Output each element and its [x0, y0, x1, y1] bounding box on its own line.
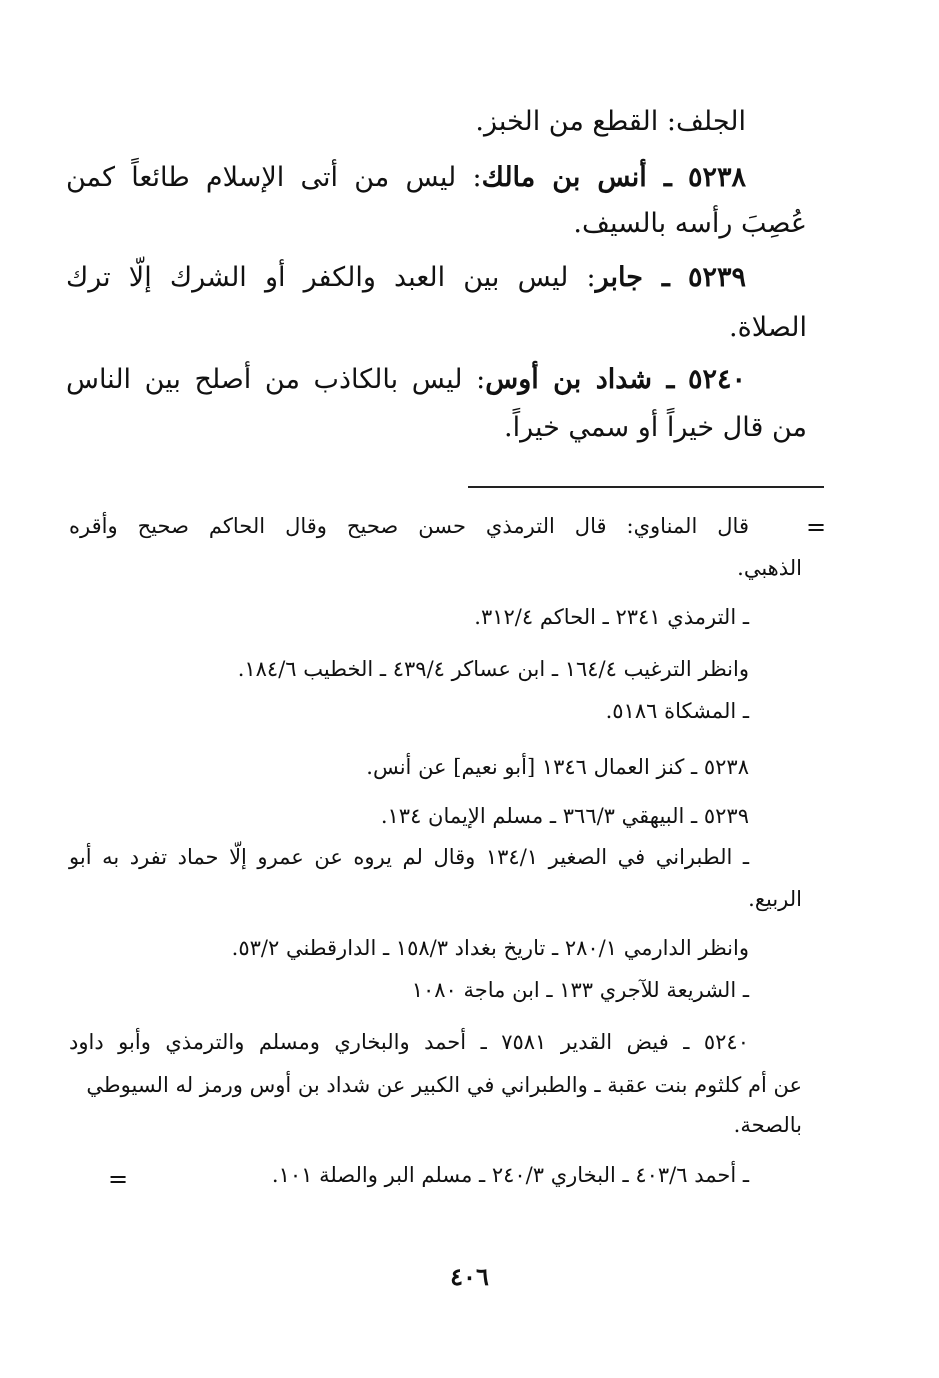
- footnote-line: ـ المشكاة ٥١٨٦.: [605, 699, 749, 723]
- footnote-line: بالصحة.: [733, 1113, 802, 1137]
- continue-mark: =: [108, 1165, 129, 1193]
- footnote-line: الربيع.: [748, 887, 802, 911]
- narrator-name: جابر: [595, 262, 643, 293]
- footnote-line: قال المناوي: قال الترمذي حسن صحيح وقال الحاكم صحيح وأقره: [69, 514, 749, 538]
- entry-5240-line1: ٥٢٤٠ ـ شداد بن أوس: ليس بالكاذب من أصلح بين الناس: [66, 364, 747, 395]
- footnote-line: ـ الترمذي ٢٣٤١ ـ الحاكم ٣١٢/٤.: [474, 605, 749, 629]
- footnote-line: وانظر الترغيب ١٦٤/٤ ـ ابن عساكر ٤٣٩/٤ ـ الخطيب ١٨٤/٦.: [237, 657, 749, 681]
- equals-mark: =: [806, 513, 827, 541]
- narrator-name: شداد بن أوس: [485, 364, 653, 395]
- entry-5239-line1: ٥٢٣٩ ـ جابر: ليس بين العبد والكفر أو الشرك إلّا ترك: [66, 262, 746, 293]
- page-number: ٤٠٦: [450, 1262, 489, 1291]
- footnote-line: ـ أحمد ٤٠٣/٦ ـ البخاري ٢٤٠/٣ ـ مسلم البر والصلة ١٠١.: [271, 1163, 749, 1187]
- footnote-line: ٥٢٣٨ ـ كنز العمال ١٣٤٦ [أبو نعيم] عن أنس.: [366, 755, 749, 779]
- entry-number: ٥٢٣٨: [687, 162, 746, 193]
- entry-5240-line2: من قال خيراً أو سمي خيراً.: [503, 412, 807, 443]
- hadith-text: ليس من أتى الإسلام طائعاً كمن: [66, 162, 457, 193]
- entry-5238-line1: ٥٢٣٨ ـ أنس بن مالك: ليس من أتى الإسلام طائعاً كمن: [66, 162, 746, 193]
- narrator-name: أنس بن مالك: [481, 162, 647, 193]
- footnote-separator: [468, 486, 824, 488]
- footnote-line: عن أم كلثوم بنت عقبة ـ والطبراني في الكبير عن شداد بن أوس ورمز له السيوطي: [86, 1073, 802, 1097]
- footnote-line: ـ الطبراني في الصغير ١٣٤/١ وقال لم يروه عن عمرو إلّا حماد تفرد به أبو: [69, 845, 749, 869]
- entry-5239-line2: الصلاة.: [729, 312, 807, 343]
- entry-number: ٥٢٤٠: [688, 364, 747, 395]
- footnote-line: ٥٢٤٠ ـ فيض القدير ٧٥٨١ ـ أحمد والبخاري ومسلم والترمذي وأبو داود: [69, 1030, 749, 1054]
- footnote-line: ٥٢٣٩ ـ البيهقي ٣٦٦/٣ ـ مسلم الإيمان ١٣٤.: [380, 804, 749, 828]
- footnote-line: ـ الشريعة للآجري ١٣٣ ـ ابن ماجة ١٠٨٠: [411, 978, 749, 1002]
- entry-5238-line2: عُصِبَ رأسه بالسيف.: [573, 208, 807, 239]
- intro-line: الجلف: القطع من الخبز.: [475, 106, 746, 137]
- hadith-text: ليس بين العبد والكفر أو الشرك إلّا ترك: [66, 262, 569, 293]
- hadith-text: ليس بالكاذب من أصلح بين الناس: [66, 364, 463, 395]
- footnote-line: الذهبي.: [737, 556, 802, 580]
- entry-number: ٥٢٣٩: [687, 262, 746, 293]
- footnote-line: وانظر الدارمي ٢٨٠/١ ـ تاريخ بغداد ١٥٨/٣ ـ الدارقطني ٥٣/٢.: [231, 936, 749, 960]
